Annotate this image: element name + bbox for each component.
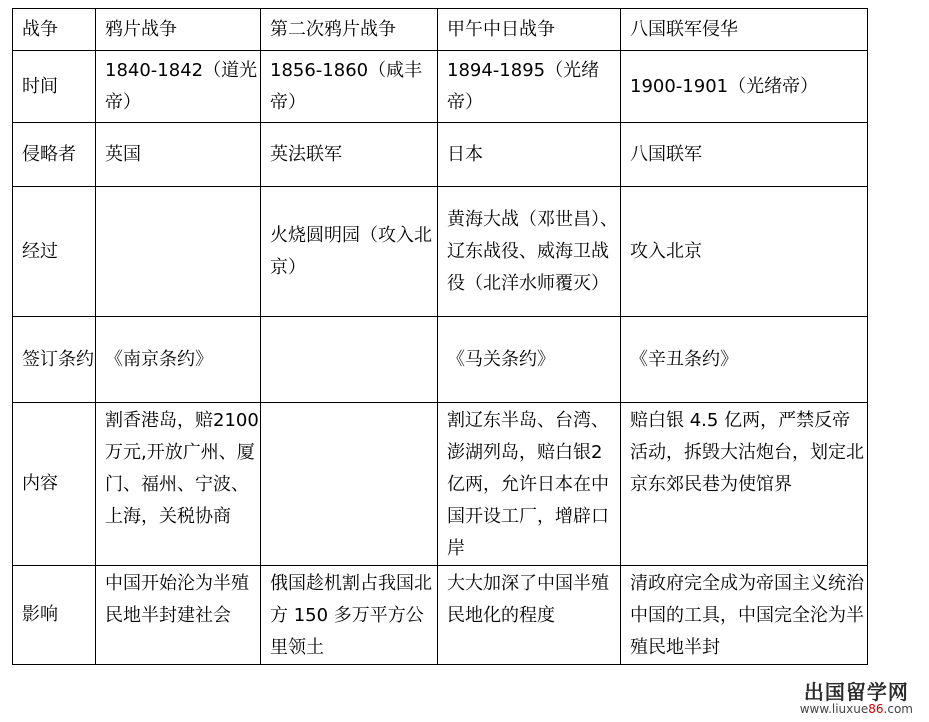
history-table bbox=[12, 8, 868, 665]
table-header-row bbox=[13, 9, 868, 51]
table-cell: 火烧圆明园（攻入北京） bbox=[261, 187, 438, 317]
table-cell bbox=[96, 187, 261, 317]
table-row bbox=[13, 187, 868, 317]
row-label: 签订条约 bbox=[13, 317, 96, 403]
header-cell: 战争 bbox=[13, 9, 96, 51]
table-cell: 1840-1842（道光帝） bbox=[96, 51, 261, 123]
table-row bbox=[13, 566, 868, 665]
row-label: 影响 bbox=[13, 566, 96, 665]
table-cell: 1900-1901（光绪帝） bbox=[621, 51, 868, 123]
table-cell: 俄国趁机割占我国北方 150 多万平方公里领土 bbox=[261, 566, 438, 665]
table-row bbox=[13, 403, 868, 566]
table-cell: 赔白银 4.5 亿两，严禁反帝活动，拆毁大沽炮台，划定北京东郊民巷为使馆界 bbox=[621, 403, 868, 566]
watermark-url-suffix: .com bbox=[883, 701, 913, 716]
watermark-url bbox=[800, 703, 913, 716]
table-cell: 中国开始沦为半殖民地半封建社会 bbox=[96, 566, 261, 665]
watermark-title: 出国留学网 bbox=[803, 679, 909, 704]
table-cell: 八国联军 bbox=[621, 123, 868, 187]
table-cell: 清政府完全成为帝国主义统治中国的工具，中国完全沦为半殖民地半封 bbox=[621, 566, 868, 665]
table-cell: 1856-1860（咸丰帝） bbox=[261, 51, 438, 123]
table-cell: 英法联军 bbox=[261, 123, 438, 187]
watermark-url-prefix: www.liuxue bbox=[799, 701, 869, 716]
header-cell: 鸦片战争 bbox=[96, 9, 261, 51]
table-cell: 1894-1895（光绪帝） bbox=[438, 51, 621, 123]
row-label: 侵略者 bbox=[13, 123, 96, 187]
table-cell bbox=[261, 403, 438, 566]
header-cell: 第二次鸦片战争 bbox=[261, 9, 438, 51]
table-cell: 割香港岛，赔2100万元,开放广州、厦门、福州、宁波、上海，关税协商 bbox=[96, 403, 261, 566]
table-cell: 《辛丑条约》 bbox=[621, 317, 868, 403]
table-cell: 攻入北京 bbox=[621, 187, 868, 317]
table-row bbox=[13, 317, 868, 403]
header-cell: 甲午中日战争 bbox=[438, 9, 621, 51]
row-label: 时间 bbox=[13, 51, 96, 123]
table-cell: 英国 bbox=[96, 123, 261, 187]
table-cell: 大大加深了中国半殖民地化的程度 bbox=[438, 566, 621, 665]
table-cell: 割辽东半岛、台湾、澎湖列岛，赔白银2亿两，允许日本在中国开设工厂，增辟口岸 bbox=[438, 403, 621, 566]
row-label: 经过 bbox=[13, 187, 96, 317]
table-cell: 黄海大战（邓世昌）、辽东战役、威海卫战役（北洋水师覆灭） bbox=[438, 187, 621, 317]
table-cell bbox=[261, 317, 438, 403]
table-cell: 《南京条约》 bbox=[96, 317, 261, 403]
table-cell: 日本 bbox=[438, 123, 621, 187]
watermark-url-accent: 86 bbox=[868, 701, 884, 716]
table-row bbox=[13, 51, 868, 123]
site-watermark bbox=[800, 681, 913, 716]
header-cell: 八国联军侵华 bbox=[621, 9, 868, 51]
row-label: 内容 bbox=[13, 403, 96, 566]
table-cell: 《马关条约》 bbox=[438, 317, 621, 403]
table-row bbox=[13, 123, 868, 187]
